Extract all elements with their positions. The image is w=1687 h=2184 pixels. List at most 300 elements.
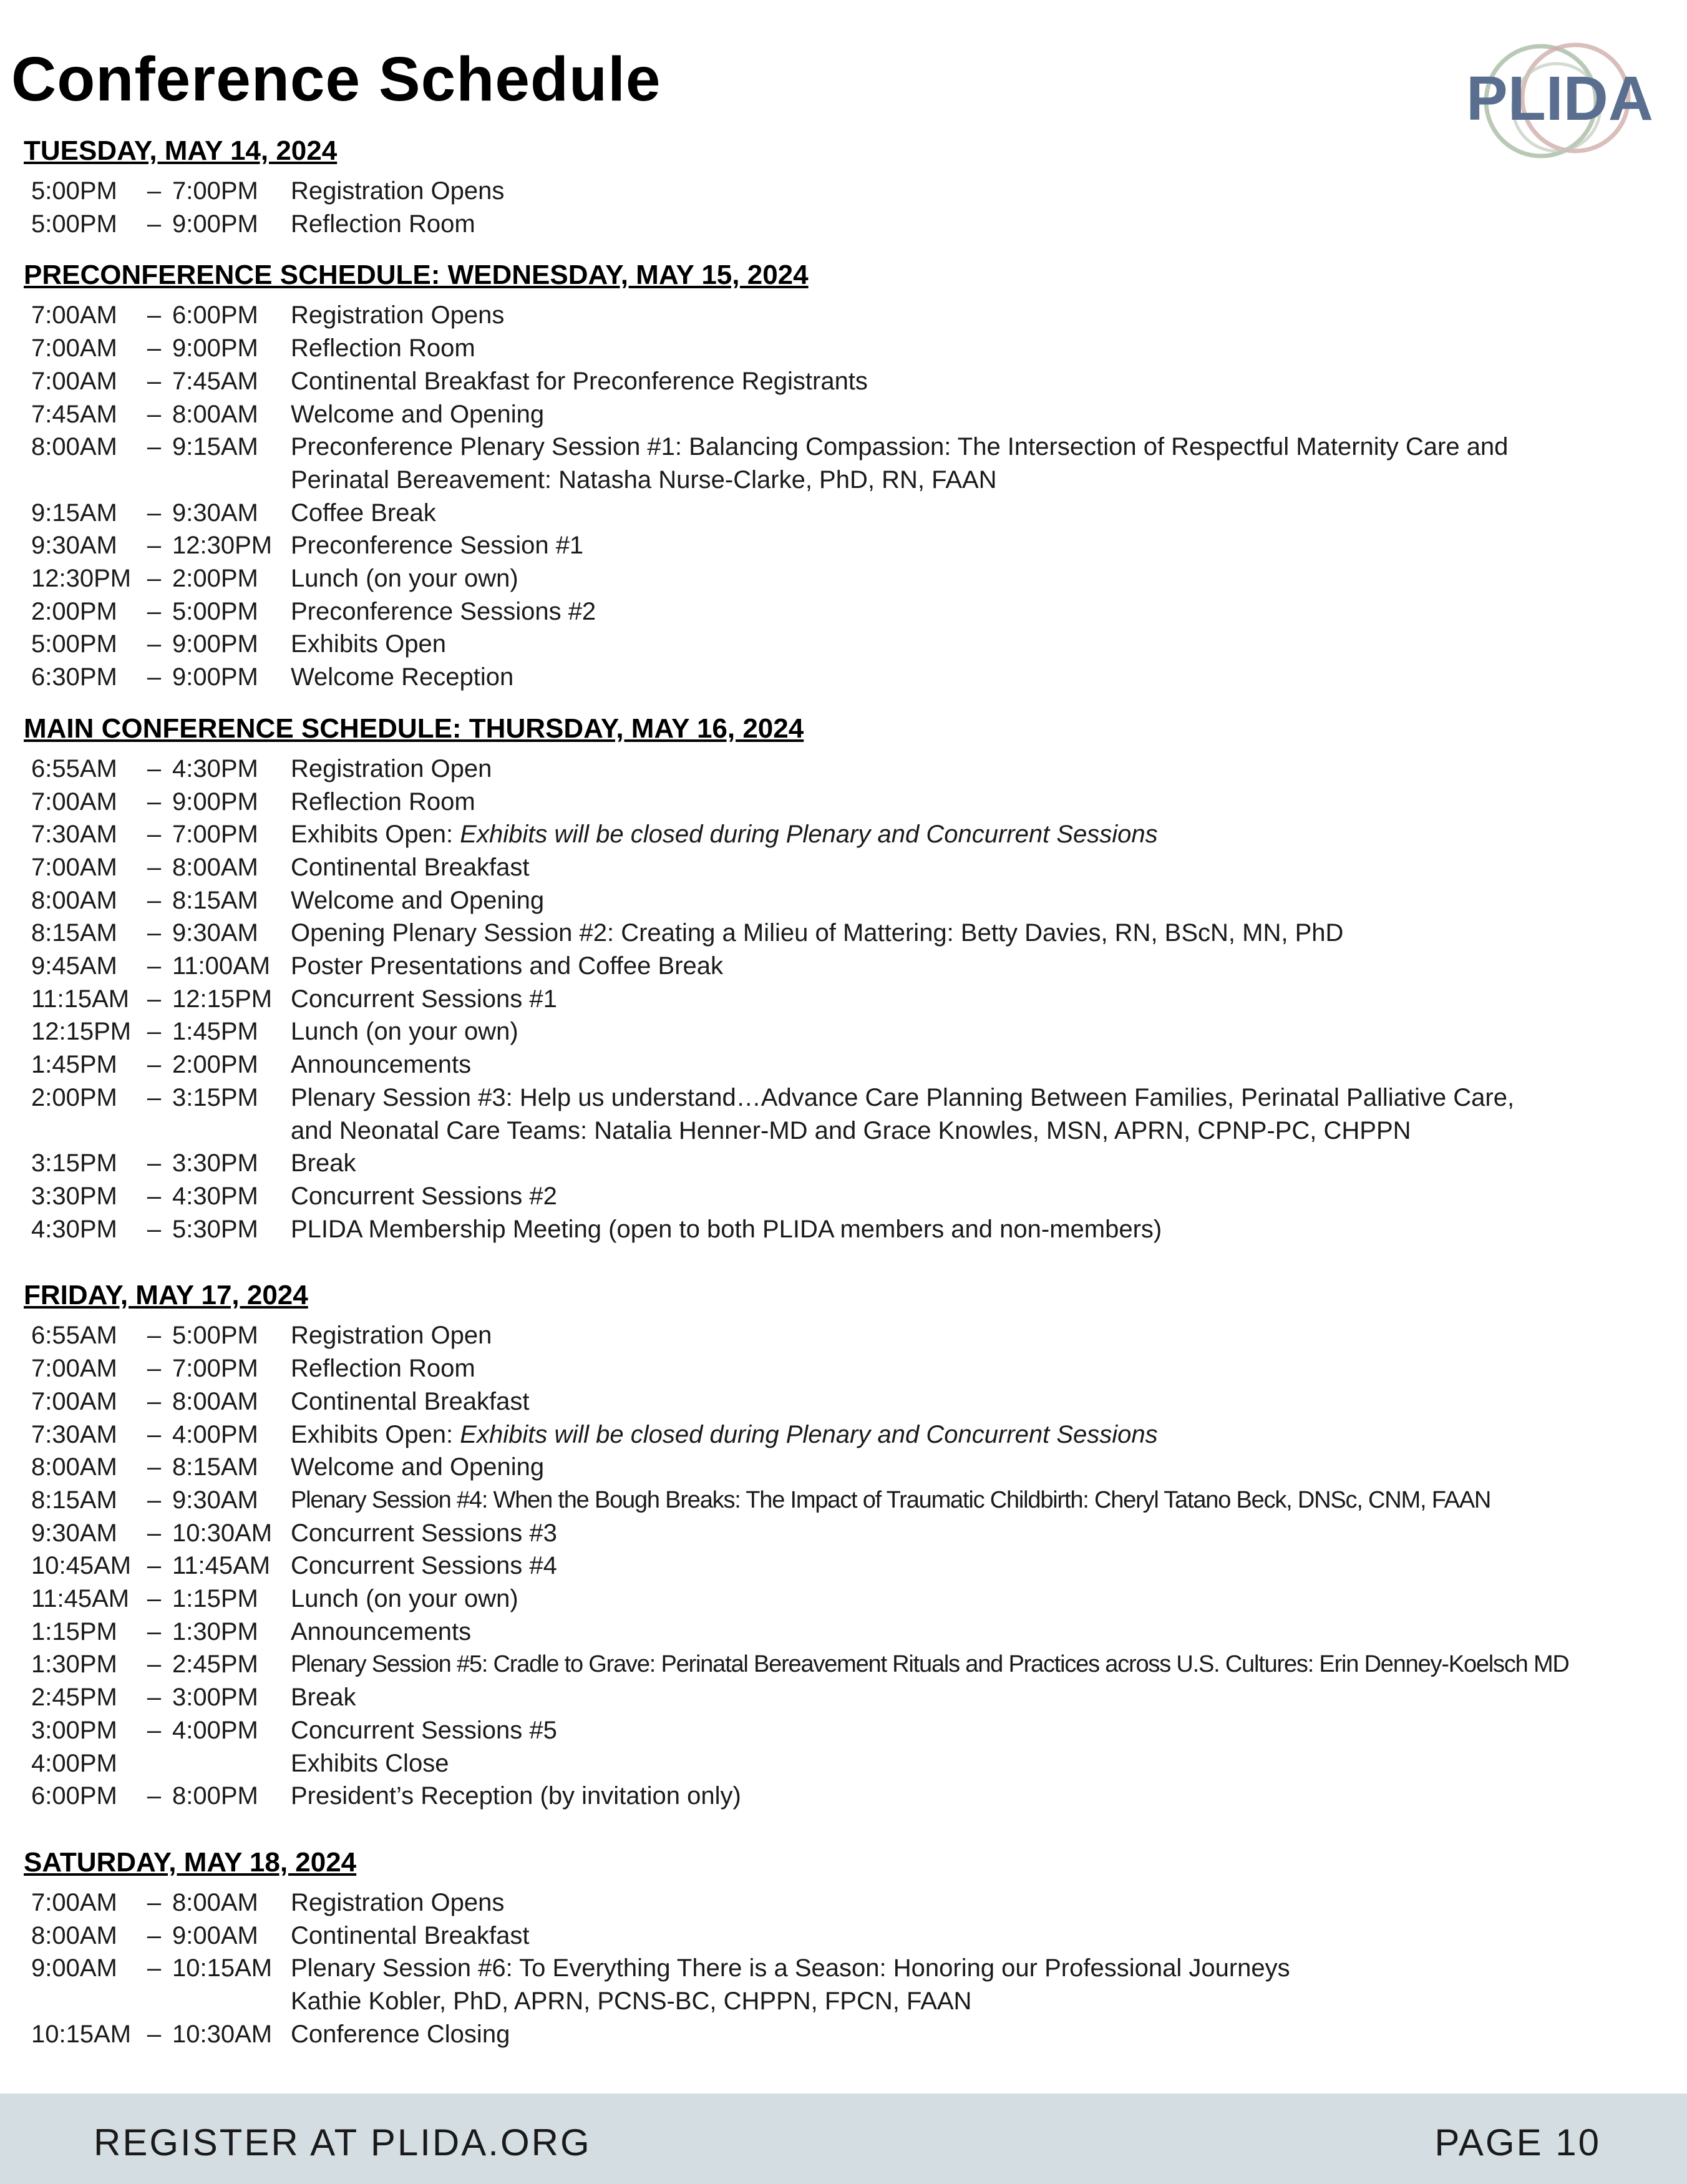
event-description <box>291 1681 1677 1714</box>
end-time: 9:30AM <box>172 499 258 527</box>
schedule-row <box>24 884 1677 917</box>
time-separator: – <box>147 821 162 849</box>
event-text: Welcome and Opening <box>291 400 545 428</box>
event-description <box>291 497 1677 530</box>
event-text: Welcome and Opening <box>291 1453 545 1481</box>
event-description-line <box>291 529 1677 562</box>
schedule-row <box>24 983 1677 1016</box>
schedule-row <box>24 1048 1677 1081</box>
start-time: 6:00PM <box>31 1782 117 1810</box>
schedule-row <box>24 595 1677 628</box>
start-time: 7:30AM <box>31 1420 117 1448</box>
start-time: 8:00AM <box>31 1921 117 1949</box>
event-text: Exhibits Close <box>291 1749 449 1777</box>
time-separator: – <box>147 400 162 428</box>
end-time: 9:30AM <box>172 1486 258 1514</box>
event-description <box>291 1549 1677 1582</box>
event-description <box>291 1886 1677 1919</box>
event-description-line <box>291 1648 1677 1681</box>
event-description <box>291 1780 1677 1813</box>
schedule-row <box>24 1681 1677 1714</box>
event-description-line <box>291 398 1677 431</box>
time-separator: – <box>147 210 162 238</box>
event-text: Reflection Room <box>291 1355 475 1383</box>
schedule-row <box>24 529 1677 562</box>
event-text: Perinatal Bereavement: Natasha Nurse-Clarke, PhD, RN, FAAN <box>291 466 997 494</box>
start-time: 9:30AM <box>31 1519 117 1547</box>
end-time: 9:00PM <box>172 630 258 658</box>
event-description <box>291 208 1677 241</box>
time-separator: – <box>147 177 162 205</box>
start-time: 7:00AM <box>31 367 117 395</box>
event-description <box>291 175 1677 208</box>
end-time: 8:00AM <box>172 1888 258 1916</box>
event-text: Concurrent Sessions #4 <box>291 1552 557 1580</box>
event-description-line <box>291 1147 1677 1180</box>
start-time: 5:00PM <box>31 177 117 205</box>
event-text: Kathie Kobler, PhD, APRN, PCNS-BC, CHPPN, FPCN, FAAN <box>291 1987 972 2016</box>
schedule-row <box>24 628 1677 661</box>
event-description-line <box>291 175 1677 208</box>
time-separator: – <box>147 565 162 593</box>
time-separator: – <box>147 1453 162 1481</box>
schedule-row <box>24 1517 1677 1550</box>
end-time: 7:45AM <box>172 367 258 395</box>
event-description <box>291 1747 1677 1780</box>
start-time: 9:15AM <box>31 499 117 527</box>
event-text: Welcome Reception <box>291 663 514 691</box>
schedule-row <box>24 950 1677 983</box>
schedule-rows <box>24 753 1677 1246</box>
end-time: 5:00PM <box>172 1322 258 1350</box>
event-description <box>291 1385 1677 1418</box>
event-description-line <box>291 983 1677 1016</box>
end-time: 12:15PM <box>172 985 273 1013</box>
event-description <box>291 1648 1677 1681</box>
schedule-row <box>24 1582 1677 1616</box>
end-time: 3:30PM <box>172 1149 258 1177</box>
event-text: Continental Breakfast for Preconference Registrants <box>291 367 868 395</box>
schedule-row <box>24 365 1677 398</box>
event-text: Exhibits Open: <box>291 821 454 849</box>
start-time: 3:30PM <box>31 1182 117 1210</box>
start-time: 7:00AM <box>31 334 117 363</box>
end-time: 1:15PM <box>172 1585 258 1613</box>
event-description <box>291 1213 1677 1246</box>
event-description <box>291 332 1677 365</box>
event-description <box>291 595 1677 628</box>
event-description <box>291 1582 1677 1616</box>
schedule-row <box>24 917 1677 950</box>
event-description <box>291 299 1677 332</box>
time-separator: – <box>147 952 162 980</box>
end-time: 4:30PM <box>172 1182 258 1210</box>
end-time: 4:00PM <box>172 1716 258 1744</box>
event-note: Exhibits will be closed during Plenary and Concurrent Sessions <box>460 821 1158 849</box>
start-time: 11:15AM <box>31 985 130 1013</box>
event-description-line <box>291 1081 1677 1114</box>
end-time: 8:15AM <box>172 1453 258 1481</box>
end-time: 9:00PM <box>172 210 258 238</box>
event-description-line <box>291 208 1677 241</box>
start-time: 2:45PM <box>31 1684 117 1712</box>
schedule-row <box>24 1714 1677 1747</box>
end-time: 11:00AM <box>172 952 271 980</box>
time-separator: – <box>147 1585 162 1613</box>
time-separator: – <box>147 1921 162 1949</box>
end-time: 1:45PM <box>172 1018 258 1046</box>
event-description-line <box>291 1114 1677 1148</box>
logo-text: PLIDA <box>1466 64 1653 134</box>
time-separator: – <box>147 1182 162 1210</box>
start-time: 8:00AM <box>31 433 117 461</box>
event-description <box>291 1919 1677 1952</box>
event-text: Registration Opens <box>291 301 505 329</box>
time-separator: – <box>147 1355 162 1383</box>
event-description <box>291 1418 1677 1451</box>
event-description <box>291 1484 1677 1517</box>
event-text: Plenary Session #6: To Everything There is a Season: Honoring our Professional Journeys <box>291 1954 1290 1982</box>
schedule-row <box>24 1015 1677 1048</box>
event-description-line <box>291 1451 1677 1484</box>
event-description-line <box>291 818 1677 851</box>
event-description <box>291 2018 1677 2051</box>
event-description-line <box>291 562 1677 595</box>
end-time <box>172 1747 291 1780</box>
event-description <box>291 950 1677 983</box>
start-time: 5:00PM <box>31 210 117 238</box>
event-description-line <box>291 1213 1677 1246</box>
event-text: Reflection Room <box>291 334 475 363</box>
time-separator: – <box>147 853 162 881</box>
start-time: 7:00AM <box>31 853 117 881</box>
event-description-line <box>291 1484 1677 1517</box>
register-link[interactable]: REGISTER AT PLIDA.ORG <box>94 2122 591 2163</box>
event-text: Concurrent Sessions #5 <box>291 1716 557 1744</box>
end-time: 4:30PM <box>172 754 258 782</box>
event-description-line <box>291 332 1677 365</box>
end-time: 7:00PM <box>172 1355 258 1383</box>
event-description <box>291 851 1677 884</box>
event-description-line <box>291 1180 1677 1213</box>
end-time: 10:30AM <box>172 1519 273 1547</box>
schedule-row <box>24 299 1677 332</box>
event-text: Lunch (on your own) <box>291 565 518 593</box>
time-separator: – <box>147 1215 162 1243</box>
schedule-row <box>24 1451 1677 1484</box>
event-text: President’s Reception (by invitation only) <box>291 1782 741 1810</box>
event-text: Lunch (on your own) <box>291 1018 518 1046</box>
event-description-line <box>291 1385 1677 1418</box>
event-text: Opening Plenary Session #2: Creating a Milieu of Mattering: Betty Davies, RN, BScN, MN, PhD <box>291 919 1344 947</box>
schedule-row <box>24 208 1677 241</box>
event-description <box>291 1714 1677 1747</box>
end-time: 8:00AM <box>172 1387 258 1415</box>
start-time: 1:45PM <box>31 1051 117 1079</box>
event-description-line <box>291 1582 1677 1616</box>
schedule-row <box>24 1747 1677 1780</box>
end-time: 9:00AM <box>172 1921 258 1949</box>
start-time: 12:15PM <box>31 1018 132 1046</box>
start-time: 2:00PM <box>31 597 117 625</box>
event-text: Plenary Session #3: Help us understand…Advance Care Planning Between Families, Perinatal Palliative Care, <box>291 1083 1515 1111</box>
event-description-line <box>291 1747 1677 1780</box>
start-time: 4:00PM <box>31 1749 117 1777</box>
start-time: 4:30PM <box>31 1215 117 1243</box>
event-description-line <box>291 1714 1677 1747</box>
page-title: Conference Schedule <box>11 44 661 114</box>
end-time: 9:30AM <box>172 919 258 947</box>
end-time: 8:00AM <box>172 853 258 881</box>
time-separator: – <box>147 1782 162 1810</box>
schedule-content <box>24 132 1677 2050</box>
event-description <box>291 1048 1677 1081</box>
section-spacer <box>24 1246 1677 1277</box>
schedule-rows <box>24 1319 1677 1813</box>
start-time: 6:55AM <box>31 754 117 782</box>
event-description <box>291 529 1677 562</box>
event-description-line <box>291 1549 1677 1582</box>
schedule-rows <box>24 299 1677 693</box>
time-separator: – <box>147 1954 162 1982</box>
event-text: Plenary Session #5: Cradle to Grave: Perinatal Bereavement Rituals and Practices across U.S. Cultures: Erin Denney-Koelsch MD <box>291 1651 1569 1678</box>
time-separator: – <box>147 1617 162 1645</box>
schedule-row <box>24 661 1677 694</box>
schedule-row <box>24 753 1677 786</box>
event-description-line <box>291 431 1677 464</box>
event-description-line <box>291 1681 1677 1714</box>
end-time: 8:15AM <box>172 886 258 914</box>
section-spacer <box>24 694 1677 710</box>
section-spacer <box>24 240 1677 256</box>
time-separator: – <box>147 663 162 691</box>
event-description-line <box>291 1418 1677 1451</box>
event-description-line <box>291 1319 1677 1352</box>
event-description-line <box>291 753 1677 786</box>
event-text: Registration Open <box>291 754 492 782</box>
end-time: 9:00PM <box>172 663 258 691</box>
start-time: 8:00AM <box>31 1453 117 1481</box>
event-description-line <box>291 661 1677 694</box>
schedule-section <box>24 1844 1677 2051</box>
event-description-line <box>291 1919 1677 1952</box>
end-time: 6:00PM <box>172 301 258 329</box>
time-separator: – <box>147 597 162 625</box>
event-description-line <box>291 595 1677 628</box>
time-separator: – <box>147 1716 162 1744</box>
schedule-row <box>24 1780 1677 1813</box>
event-text: Reflection Room <box>291 787 475 816</box>
end-time: 3:00PM <box>172 1684 258 1712</box>
time-separator: – <box>147 1519 162 1547</box>
time-separator <box>136 1747 172 1780</box>
end-time: 8:00AM <box>172 400 258 428</box>
start-time: 1:15PM <box>31 1617 117 1645</box>
schedule-row <box>24 431 1677 496</box>
event-description-line <box>291 1886 1677 1919</box>
start-time: 9:00AM <box>31 1954 117 1982</box>
schedule-section <box>24 1277 1677 1813</box>
schedule-row <box>24 2018 1677 2051</box>
event-text: Break <box>291 1684 356 1712</box>
time-separator: – <box>147 2020 162 2048</box>
event-description-line <box>291 917 1677 950</box>
event-description <box>291 917 1677 950</box>
event-description <box>291 1352 1677 1385</box>
event-description <box>291 1180 1677 1213</box>
event-description-line <box>291 1952 1677 1985</box>
end-time: 12:30PM <box>172 532 273 560</box>
event-text: Announcements <box>291 1051 472 1079</box>
time-separator: – <box>147 1420 162 1448</box>
event-description <box>291 983 1677 1016</box>
event-text: Concurrent Sessions #2 <box>291 1182 557 1210</box>
event-text: Registration Opens <box>291 177 505 205</box>
event-description-line <box>291 497 1677 530</box>
end-time: 5:30PM <box>172 1215 258 1243</box>
event-text: Exhibits Open: <box>291 1420 454 1448</box>
event-description <box>291 1517 1677 1550</box>
schedule-section <box>24 132 1677 240</box>
time-separator: – <box>147 919 162 947</box>
event-description <box>291 884 1677 917</box>
end-time: 9:00PM <box>172 334 258 363</box>
event-text: Conference Closing <box>291 2020 510 2048</box>
event-description-line <box>291 1616 1677 1649</box>
event-description-line <box>291 1517 1677 1550</box>
schedule-row <box>24 786 1677 819</box>
schedule-row <box>24 1081 1677 1147</box>
schedule-row <box>24 1319 1677 1352</box>
event-description-line <box>291 1048 1677 1081</box>
schedule-row <box>24 1180 1677 1213</box>
event-description-line <box>291 884 1677 917</box>
event-text: Continental Breakfast <box>291 1921 530 1949</box>
start-time: 10:45AM <box>31 1552 132 1580</box>
event-text: Preconference Session #1 <box>291 532 584 560</box>
event-text: Announcements <box>291 1617 472 1645</box>
event-description-line <box>291 299 1677 332</box>
event-note: Exhibits will be closed during Plenary and Concurrent Sessions <box>460 1420 1158 1448</box>
event-description-line <box>291 851 1677 884</box>
schedule-row <box>24 1147 1677 1180</box>
event-text: Break <box>291 1149 356 1177</box>
schedule-row <box>24 1418 1677 1451</box>
end-time: 2:00PM <box>172 565 258 593</box>
time-separator: – <box>147 1684 162 1712</box>
start-time: 7:00AM <box>31 1888 117 1916</box>
event-text: Preconference Plenary Session #1: Balancing Compassion: The Intersection of Respectful Maternity Care and <box>291 433 1509 461</box>
schedule-row <box>24 1886 1677 1919</box>
event-description <box>291 1015 1677 1048</box>
end-time: 4:00PM <box>172 1420 258 1448</box>
event-text: Continental Breakfast <box>291 1387 530 1415</box>
schedule-row <box>24 1549 1677 1582</box>
start-time: 8:00AM <box>31 886 117 914</box>
event-text: and Neonatal Care Teams: Natalia Henner-MD and Grace Knowles, MSN, APRN, CPNP-PC, CHPPN <box>291 1116 1411 1144</box>
schedule-section <box>24 256 1677 693</box>
start-time: 7:30AM <box>31 821 117 849</box>
time-separator: – <box>147 433 162 461</box>
end-time: 9:15AM <box>172 433 258 461</box>
start-time: 3:00PM <box>31 1716 117 1744</box>
event-text: Exhibits Open <box>291 630 447 658</box>
time-separator: – <box>147 499 162 527</box>
event-description-line <box>291 786 1677 819</box>
time-separator: – <box>147 1083 162 1111</box>
event-text: Preconference Sessions #2 <box>291 597 596 625</box>
start-time: 6:55AM <box>31 1322 117 1350</box>
event-text: Concurrent Sessions #1 <box>291 985 557 1013</box>
time-separator: – <box>147 301 162 329</box>
time-separator: – <box>147 754 162 782</box>
event-description-line <box>291 464 1677 497</box>
event-text: Plenary Session #4: When the Bough Breaks: The Impact of Traumatic Childbirth: Cheryl Tatano Beck, DNSc, CNM, FAAN <box>291 1486 1491 1513</box>
event-description <box>291 753 1677 786</box>
start-time: 2:00PM <box>31 1083 117 1111</box>
start-time: 8:15AM <box>31 919 117 947</box>
end-time: 8:00PM <box>172 1782 258 1810</box>
event-description <box>291 1081 1677 1147</box>
schedule-row <box>24 1952 1677 2017</box>
section-heading: PRECONFERENCE SCHEDULE: WEDNESDAY, MAY 15, 2024 <box>24 260 809 291</box>
schedule-row <box>24 1648 1677 1681</box>
start-time: 7:00AM <box>31 1387 117 1415</box>
end-time: 10:30AM <box>172 2020 273 2048</box>
end-time: 9:00PM <box>172 787 258 816</box>
event-description <box>291 562 1677 595</box>
event-description <box>291 365 1677 398</box>
section-heading: FRIDAY, MAY 17, 2024 <box>24 1280 308 1311</box>
event-description-line <box>291 1780 1677 1813</box>
time-separator: – <box>147 1552 162 1580</box>
time-separator: – <box>147 1650 162 1679</box>
end-time: 10:15AM <box>172 1954 273 1982</box>
time-separator: – <box>147 886 162 914</box>
schedule-row <box>24 1484 1677 1517</box>
schedule-rows <box>24 175 1677 240</box>
event-text: Continental Breakfast <box>291 853 530 881</box>
event-description <box>291 1147 1677 1180</box>
time-separator: – <box>147 1486 162 1514</box>
event-description-line <box>291 950 1677 983</box>
end-time: 1:30PM <box>172 1617 258 1645</box>
schedule-row <box>24 818 1677 851</box>
event-description <box>291 431 1677 496</box>
schedule-row <box>24 332 1677 365</box>
event-text: Registration Open <box>291 1322 492 1350</box>
end-time: 5:00PM <box>172 597 258 625</box>
schedule-row <box>24 562 1677 595</box>
event-description <box>291 628 1677 661</box>
time-separator: – <box>147 334 162 363</box>
section-heading: MAIN CONFERENCE SCHEDULE: THURSDAY, MAY 16, 2024 <box>24 713 804 744</box>
schedule-row <box>24 497 1677 530</box>
event-description <box>291 661 1677 694</box>
start-time: 1:30PM <box>31 1650 117 1679</box>
start-time: 7:45AM <box>31 400 117 428</box>
event-description <box>291 786 1677 819</box>
event-text: Reflection Room <box>291 210 475 238</box>
start-time: 10:15AM <box>31 2020 132 2048</box>
event-description <box>291 1319 1677 1352</box>
event-description-line <box>291 365 1677 398</box>
event-description-line <box>291 2018 1677 2051</box>
event-text: PLIDA Membership Meeting (open to both PLIDA members and non-members) <box>291 1215 1162 1243</box>
time-separator: – <box>147 1149 162 1177</box>
footer-bar <box>0 2094 1687 2184</box>
event-description-line <box>291 628 1677 661</box>
